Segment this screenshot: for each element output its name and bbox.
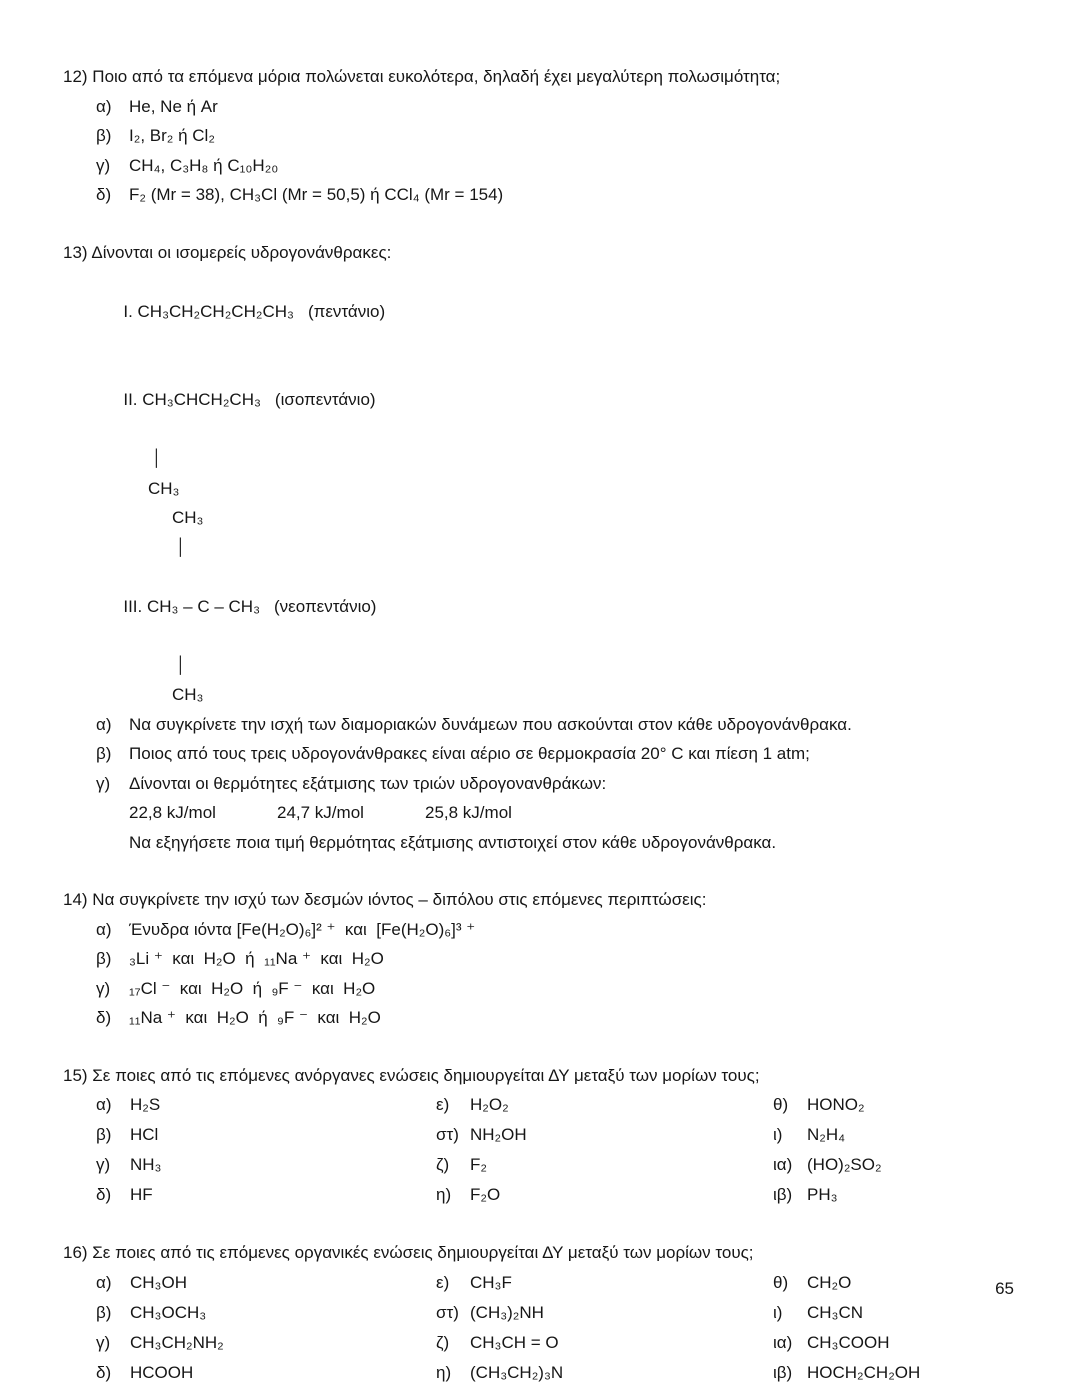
option-label: γ) xyxy=(96,978,111,998)
option-text: Ποιος από τους τρεις υδρογονάνθρακες είναι αέριο σε θερμοκρασία 20° C και πίεση 1 atm; xyxy=(129,744,810,763)
compound-row xyxy=(96,1268,1017,1298)
compound-item xyxy=(436,1090,773,1120)
option-label: στ) xyxy=(436,1125,459,1144)
compound-formula: HOCH₂CH₂OH xyxy=(807,1362,921,1382)
option-label: η) xyxy=(436,1362,452,1382)
compound-item xyxy=(773,1150,1017,1180)
option-label: α) xyxy=(96,1272,112,1292)
note-text: Να εξηγήσετε ποια τιμή θερμότητας εξάτμισης αντιστοιχεί στον κάθε υδρογονάνθρακα. xyxy=(129,832,777,852)
compound-item xyxy=(96,1120,436,1150)
heat-values-line xyxy=(129,798,1017,828)
compound-item xyxy=(773,1180,1017,1210)
compound-formula: CH₃CH = O xyxy=(470,1332,559,1352)
option-label: ε) xyxy=(436,1095,450,1114)
option-label: δ) xyxy=(96,185,112,204)
option-label: β) xyxy=(96,126,112,145)
question-13-option-c xyxy=(96,769,1017,799)
compound-row xyxy=(96,1298,1017,1328)
option-label: γ) xyxy=(96,1155,111,1174)
compound-item xyxy=(96,1090,436,1120)
compound-item xyxy=(96,1358,436,1388)
option-label: δ) xyxy=(96,1008,112,1027)
compound-item xyxy=(436,1180,773,1210)
question-13-title: 13) Δίνονται οι ισομερείς υδρογονάνθρακες: xyxy=(63,242,392,262)
compound-formula: HCOOH xyxy=(130,1362,194,1382)
question-14 xyxy=(63,885,1017,1033)
compound-formula: CH₃OH xyxy=(130,1272,187,1292)
question-15-title: 15) Σε ποιες από τις επόμενες ανόργανες ενώσεις δημιουργείται ΔΥ μεταξύ των μορίων τους; xyxy=(63,1065,760,1085)
question-14-option-d xyxy=(96,1003,1017,1033)
option-label: η) xyxy=(436,1185,452,1204)
compound-item xyxy=(96,1180,436,1210)
option-label: α) xyxy=(96,714,112,734)
option-label: ιβ) xyxy=(773,1185,793,1204)
compound-item xyxy=(96,1150,436,1180)
option-label: στ) xyxy=(436,1302,459,1322)
compound-item xyxy=(773,1120,1017,1150)
compound-item xyxy=(436,1268,773,1298)
methyl-group: CH₃ xyxy=(172,685,204,704)
compound-formula: CH₃OCH₃ xyxy=(130,1302,207,1322)
compound-item xyxy=(773,1298,1017,1328)
question-12-option-d xyxy=(96,180,1017,210)
option-label: ια) xyxy=(773,1332,793,1352)
question-12-option-a xyxy=(96,92,1017,122)
page-number: 65 xyxy=(995,1279,1014,1298)
option-label: γ) xyxy=(96,1332,111,1352)
compound-item xyxy=(436,1120,773,1150)
question-14-option-a xyxy=(96,915,1017,945)
question-13-option-a xyxy=(96,710,1017,740)
compound-item xyxy=(773,1358,1017,1388)
question-12 xyxy=(63,62,1017,210)
option-label: ζ) xyxy=(436,1332,450,1352)
compound-formula: (CH₃CH₂)₃N xyxy=(470,1362,564,1382)
compound-item xyxy=(773,1268,1017,1298)
methyl-group: CH₃ xyxy=(148,478,180,498)
isomer-formula: II. CH₃CHCH₂CH₃ xyxy=(123,390,261,409)
isomer-formula: I. CH₃CH₂CH₂CH₂CH₃ xyxy=(123,301,294,321)
option-text: Ένυδρα ιόντα [Fe(H₂O)₆]² ⁺ και [Fe(H₂O)₆]³ ⁺ xyxy=(129,919,476,939)
option-label: β) xyxy=(96,1125,112,1144)
compound-formula: F₂O xyxy=(470,1185,501,1204)
option-label: θ) xyxy=(773,1095,789,1114)
option-label: β) xyxy=(96,949,112,968)
compound-formula: (CH₃)₂NH xyxy=(470,1302,544,1322)
methyl-group: CH₃ xyxy=(172,508,204,527)
heat-value: 25,8 kJ/mol xyxy=(425,803,512,822)
isomer-3-line xyxy=(95,562,1017,651)
compound-formula: HF xyxy=(130,1185,153,1204)
option-text: I₂, Br₂ ή Cl₂ xyxy=(129,126,215,145)
option-label: ι) xyxy=(773,1125,783,1144)
option-text: ₃Li ⁺ και H₂O ή ₁₁Na ⁺ και H₂O xyxy=(129,949,384,968)
option-label: α) xyxy=(96,919,112,939)
compound-formula: CH₃CN xyxy=(807,1302,864,1322)
option-label: ι) xyxy=(773,1302,783,1322)
compound-formula: HCl xyxy=(130,1125,159,1144)
compound-formula: N₂H₄ xyxy=(807,1125,846,1144)
compound-formula: F₂ xyxy=(470,1155,487,1174)
option-label: α) xyxy=(96,96,112,116)
heat-value: 24,7 kJ/mol xyxy=(277,803,364,822)
bond-line: │ xyxy=(176,538,186,556)
compound-formula: CH₂O xyxy=(807,1272,852,1292)
option-text: ₁₁Na ⁺ και H₂O ή ₉F ⁻ και H₂O xyxy=(129,1008,381,1027)
question-12-title: 12) Ποιο από τα επόμενα μόρια πολώνεται ευκολότερα, δηλαδή έχει μεγαλύτερη πολωσιμότητα; xyxy=(63,67,781,86)
compound-item xyxy=(773,1090,1017,1120)
question-14-title: 14) Να συγκρίνετε την ισχύ των δεσμών ιόντος – διπόλου στις επόμενες περιπτώσεις: xyxy=(63,890,707,909)
compound-item xyxy=(436,1150,773,1180)
option-text: He, Ne ή Ar xyxy=(129,96,218,116)
compound-row xyxy=(96,1358,1017,1388)
option-label: ιβ) xyxy=(773,1362,793,1382)
question-16-title: 16) Σε ποιες από τις επόμενες οργανικές ενώσεις δημιουργείται ΔΥ μεταξύ των μορίων τους; xyxy=(63,1243,754,1262)
compound-item xyxy=(96,1298,436,1328)
question-12-option-b xyxy=(96,121,1017,151)
compound-formula: NH₂OH xyxy=(470,1125,527,1144)
compound-formula: HONO₂ xyxy=(807,1095,865,1114)
option-label: γ) xyxy=(96,155,111,175)
question-15 xyxy=(63,1061,1017,1211)
compound-formula: NH₃ xyxy=(130,1155,162,1174)
option-label: β) xyxy=(96,744,112,763)
compound-formula: H₂S xyxy=(130,1095,161,1114)
option-text: F₂ (Mr = 38), CH₃Cl (Mr = 50,5) ή CCl₄ (Mr = 154) xyxy=(129,185,504,204)
option-label: δ) xyxy=(96,1185,112,1204)
compound-formula: PH₃ xyxy=(807,1185,838,1204)
compound-formula: CH₃CH₂NH₂ xyxy=(130,1332,224,1352)
compound-formula: CH₃COOH xyxy=(807,1332,890,1352)
compound-item xyxy=(436,1298,773,1328)
isomer-name: (νεοπεντάνιο) xyxy=(274,596,377,616)
isomer-name: (πεντάνιο) xyxy=(307,301,386,321)
compound-row xyxy=(96,1328,1017,1358)
isomer-name: (ισοπεντάνιο) xyxy=(274,390,376,409)
option-label: ια) xyxy=(773,1155,793,1174)
option-text: Να συγκρίνετε την ισχή των διαμοριακών δυνάμεων που ασκούνται στον κάθε υδρογονάνθρακα. xyxy=(129,714,852,734)
compound-formula: CH₃F xyxy=(470,1272,512,1292)
option-label: ε) xyxy=(436,1272,450,1292)
option-text: CH₄, C₃H₈ ή C₁₀H₂₀ xyxy=(129,155,279,175)
isomer-1-line xyxy=(95,267,1017,356)
heat-value: 22,8 kJ/mol xyxy=(129,803,216,822)
compound-row xyxy=(96,1150,1017,1180)
compound-item xyxy=(436,1328,773,1358)
question-14-option-b xyxy=(96,944,1017,974)
option-label: β) xyxy=(96,1302,112,1322)
bond-line: │ xyxy=(176,656,186,674)
bond-line: │ xyxy=(152,450,162,467)
compound-formula: (HO)₂SO₂ xyxy=(807,1155,882,1174)
compound-item xyxy=(96,1268,436,1298)
compound-item xyxy=(773,1328,1017,1358)
option-text: Δίνονται οι θερμότητες εξάτμισης των τριών υδρογονανθράκων: xyxy=(129,773,607,793)
question-13 xyxy=(63,238,1017,858)
compound-row xyxy=(96,1180,1017,1210)
question-14-option-c xyxy=(96,974,1017,1004)
compound-item xyxy=(96,1328,436,1358)
question-12-option-c xyxy=(96,151,1017,181)
compound-row xyxy=(96,1090,1017,1120)
compound-item xyxy=(436,1358,773,1388)
question-13-option-b xyxy=(96,739,1017,769)
option-label: ζ) xyxy=(436,1155,450,1174)
question-16 xyxy=(63,1238,1017,1388)
compound-row xyxy=(96,1120,1017,1150)
isomer-2-line xyxy=(95,356,1017,445)
option-label: α) xyxy=(96,1095,112,1114)
compound-formula: H₂O₂ xyxy=(470,1095,509,1114)
option-label: δ) xyxy=(96,1362,112,1382)
isomer-formula: III. CH₃ – C – CH₃ xyxy=(123,596,260,616)
option-label: γ) xyxy=(96,773,111,793)
option-text: ₁₇Cl ⁻ και H₂O ή ₉F ⁻ και H₂O xyxy=(129,978,376,998)
option-label: θ) xyxy=(773,1272,789,1292)
